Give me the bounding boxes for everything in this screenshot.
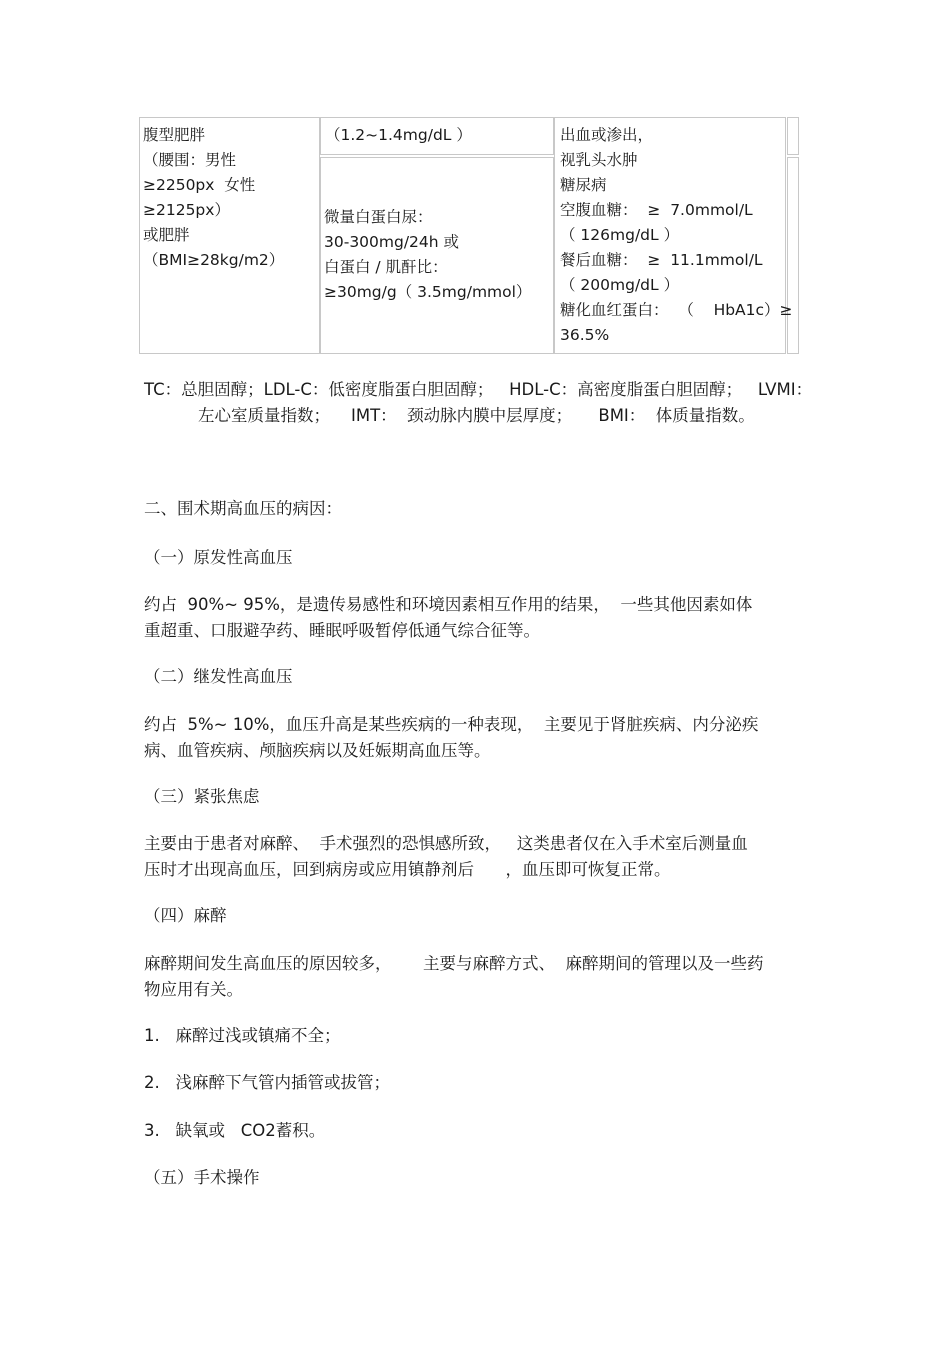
table-text: ≥2250px 女性 bbox=[143, 176, 256, 194]
paragraph-line: 麻醉期间发生高血压的原因较多， 主要与麻醉方式、 麻醉期间的管理以及一些药 bbox=[144, 954, 764, 973]
table-text: 糖尿病 bbox=[560, 176, 607, 194]
list-item: 3. 缺氧或 CO2蓄积。 bbox=[144, 1121, 326, 1140]
subheading: （四）麻醉 bbox=[144, 906, 227, 925]
table-text: （BMI≥28kg/m2） bbox=[143, 251, 285, 269]
table-text: （ 126mg/dL ） bbox=[560, 226, 680, 244]
paragraph-line: 病、血管疾病、颅脑疾病以及妊娠期高血压等。 bbox=[144, 741, 491, 760]
subheading: （二）继发性高血压 bbox=[144, 667, 293, 686]
table-cell-col4-top bbox=[787, 117, 799, 155]
list-item: 1. 麻醉过浅或镇痛不全； bbox=[144, 1026, 341, 1045]
table-text: （腰围：男性 bbox=[143, 151, 237, 169]
table-text: 30-300mg/24h 或 bbox=[324, 233, 460, 251]
table-text: 视乳头水肿 bbox=[560, 151, 638, 169]
paragraph-line: 约占 5%~ 10%，血压升高是某些疾病的一种表现， 主要见于肾脏疾病、内分泌疾 bbox=[144, 715, 759, 734]
table-text: 白蛋白 / 肌酐比： bbox=[324, 258, 448, 276]
table-text: 微量白蛋白尿： bbox=[324, 208, 433, 226]
table-text: 空腹血糖： ≥ 7.0mmol/L bbox=[560, 201, 753, 219]
abbreviation-note-line1: TC：总胆固醇；LDL-C：低密度脂蛋白胆固醇； HDL-C：高密度脂蛋白胆固醇； LVMI： bbox=[144, 380, 813, 399]
paragraph-line: 重超重、口服避孕药、睡眠呼吸暂停低通气综合征等。 bbox=[144, 621, 540, 640]
section-title: 二、围术期高血压的病因： bbox=[144, 499, 342, 518]
list-item: 2. 浅麻醉下气管内插管或拔管； bbox=[144, 1073, 390, 1092]
subheading: （三）紧张焦虑 bbox=[144, 787, 260, 806]
subheading: （五）手术操作 bbox=[144, 1168, 260, 1187]
paragraph-line: 约占 90%~ 95%，是遗传易感性和环境因素相互作用的结果， 一些其他因素如体 bbox=[144, 595, 753, 614]
table-cell-col4-bottom bbox=[787, 157, 799, 354]
table-text: 腹型肥胖 bbox=[143, 126, 206, 144]
paragraph-line: 压时才出现高血压，回到病房或应用镇静剂后 ，血压即可恢复正常。 bbox=[144, 860, 671, 879]
table-text: （ 200mg/dL ） bbox=[560, 276, 680, 294]
table-text: 出血或渗出， bbox=[560, 126, 654, 144]
table-text: （1.2~1.4mg/dL ） bbox=[325, 126, 472, 144]
subheading: （一）原发性高血压 bbox=[144, 548, 293, 567]
criteria-table bbox=[139, 117, 800, 354]
table-text: ≥2125px） bbox=[143, 201, 230, 219]
table-text: 或肥胖 bbox=[143, 226, 190, 244]
table-text: 糖化血红蛋白： （ HbA1c）≥ bbox=[560, 301, 793, 319]
abbreviation-note-line2: 左心室质量指数； IMT： 颈动脉内膜中层厚度； BMI： 体质量指数。 bbox=[198, 406, 755, 425]
table-text: 36.5% bbox=[560, 326, 610, 344]
paragraph-line: 物应用有关。 bbox=[144, 980, 243, 999]
paragraph-line: 主要由于患者对麻醉、 手术强烈的恐惧感所致， 这类患者仅在入手术室后测量血 bbox=[144, 834, 748, 853]
table-text: ≥30mg/g（ 3.5mg/mmol） bbox=[324, 283, 532, 301]
table-text: 餐后血糖： ≥ 11.1mmol/L bbox=[560, 251, 763, 269]
